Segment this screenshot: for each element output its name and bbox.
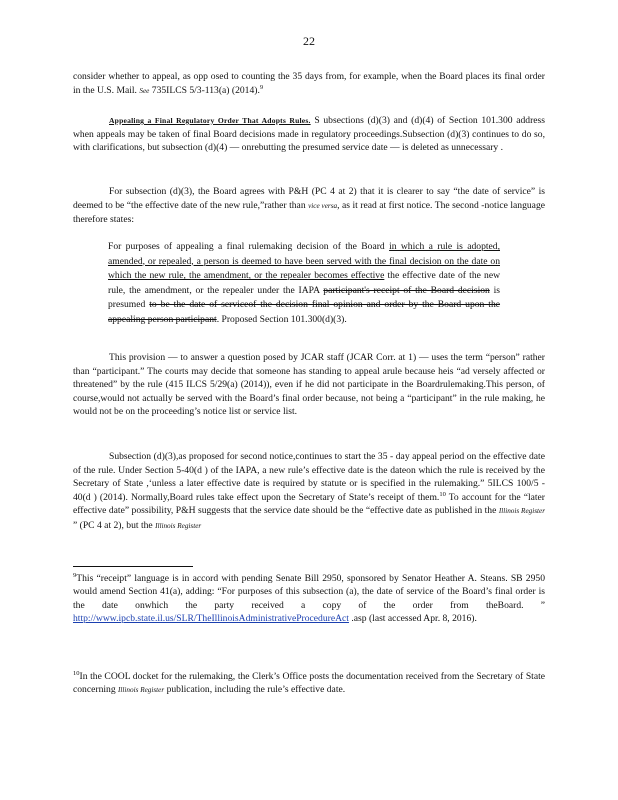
- paragraph-text: Subsection (d)(3),as proposed for second notice,continues to start the 35 - day appeal period on the effective date of the rule. Under Section 5-40(d ) of the IAPA, a new rule’s effective date is the dateon which the rule is received by the Secretary of State ,‘unless a later effective date is required by statute or is specified in the rulemaking.” 5ILCS 100/5 - 40(d ) (2014). Normally,Board rules take effect upon the Secretary of State’s receipt of them.: [73, 451, 545, 503]
- paragraph-text: consider whether to appeal, as opp osed to counting the 35 days from, for example, when the Board places its final order in the U.S. Mail.: [73, 71, 545, 96]
- section-heading: Appealing a Final Regulatory Order That Adopts Rules.: [109, 116, 311, 125]
- paragraph-subsection-d3: [73, 185, 545, 227]
- paragraph-appeal-timing: [73, 70, 545, 98]
- paragraph-text: To account for the “later effective date” possibility, P&H suggests that the service date should be the “effective date as published in the: [73, 491, 546, 517]
- footnote-9: [73, 572, 545, 626]
- paragraph-text-tail: , as it read at first notice. The second -notice language therefore states:: [73, 199, 545, 226]
- see-signal: See: [139, 86, 150, 95]
- paragraph-text: This provision — to answer a question posed by JCAR staff (JCAR Corr. at 1) — uses the term “person” rather than “participant.” The courts may decide that someone has standing to appeal arule because heis “ad versely affected or threatened” by the rule (415 ILCS 5/29(a) (2014)), even if he did not participate in the Boardrulemaking.This person, of course,would not actually be served with the Board’s final order because, not being a “participant” in the rule making, he would not be on the proceeding’s notice list or service list.: [73, 352, 545, 418]
- paragraph-text: For subsection (d)(3), the Board agrees with P&H (PC 4 at 2) that it is clearer to say “the date of service” is deemed to be “the effective date of the new rule,”rather than: [73, 186, 545, 211]
- illinois-register-title: Illinois Register: [118, 686, 165, 695]
- footnote-text-tail: publication, including the rule’s effective date.: [166, 684, 346, 696]
- footnote-number: 9: [73, 571, 77, 579]
- quote-text: is presumed: [108, 284, 501, 310]
- quote-text: the effective date of the new rule, the amendment, or the repealer under the IAPA: [108, 270, 501, 296]
- deleted-text: to be the date of serviceof the decision final opinion and order by the Board upon the appealing person participant: [108, 299, 501, 325]
- paragraph-text: S ubsections (d)(3) and (d)(4) of Section 101.300 address when appeals may be taken of final Board decisions made in regulatory proceedings.Subsection (d)(3) continues to do so, with clarifications, but subsection (d)(4) — onrebutting the presumed service date — is deleted as unnecessary .: [73, 115, 546, 154]
- footnote-ref-10: 10: [439, 490, 446, 498]
- footnote-number: 10: [73, 669, 80, 677]
- paragraph-effective-date: [73, 450, 545, 534]
- vice-versa-phrase: vice versa: [308, 201, 338, 210]
- footnote-separator: [73, 566, 193, 567]
- illinois-register-title: Illinois Register: [498, 507, 546, 516]
- footnote-ref-9: 9: [259, 83, 264, 91]
- footnote-10: [73, 670, 545, 698]
- proposed-rule-quote: [108, 240, 500, 327]
- quote-citation: . Proposed Section 101.300(d)(3).: [216, 313, 347, 325]
- footnote-text: This “receipt” language is in accord with pending Senate Bill 2950, sponsored by Senator Heather A. Steans. SB 2950 would amend Section 41(a), adding: “For purposes of this subsection (a), the date of service of the Board’s final order is the date onwhich the party received a copy of the order from theBoard. ”: [73, 573, 545, 611]
- footnote-text-tail: .asp (last accessed Apr. 8, 2016).: [351, 613, 477, 625]
- deleted-text: participant's receipt of the Board decision: [323, 284, 490, 296]
- illinois-register-title: Illinois Register: [155, 521, 202, 530]
- footnote-link[interactable]: http://www.ipcb.state.il.us/SLR/TheIllinoisAdministrativeProcedureAct: [73, 613, 349, 625]
- citation: 735ILCS 5/3-113(a) (2014).: [151, 84, 260, 96]
- inserted-text: in which a rule is adopted, amended, or repealed, a person is deemed to have been served with the final decision on the date on which the new rule, the amendment, or the repealer becomes effective: [108, 241, 500, 281]
- footnote-text: In the COOL docket for the rulemaking, the Clerk’s Office posts the documentation received from the Secretary of State concerning: [73, 671, 545, 696]
- paragraph-appealing-final-order: [73, 114, 545, 155]
- page-number: 22: [303, 34, 315, 48]
- paragraph-person-vs-participant: [73, 351, 545, 419]
- paragraph-text: ” (PC 4 at 2), but the: [73, 519, 153, 531]
- quote-text: For purposes of appealing a final rulemaking decision of the Board: [108, 241, 385, 252]
